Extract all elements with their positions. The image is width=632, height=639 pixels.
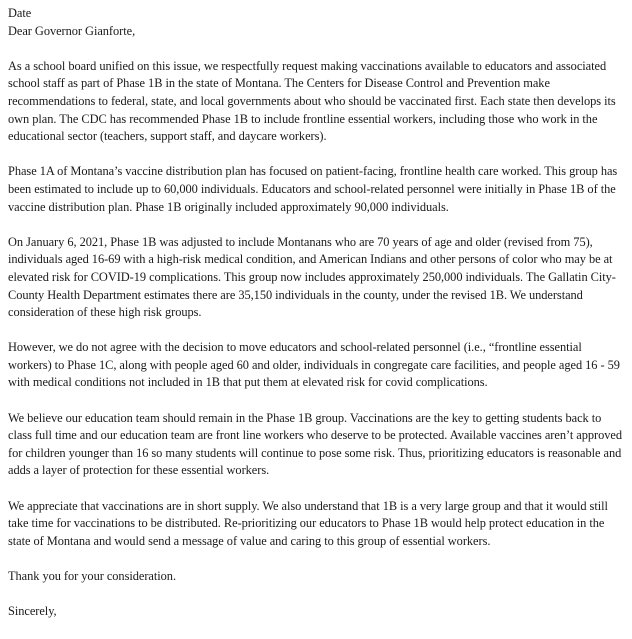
paragraph-belief: We believe our education team should remain in the Phase 1B group. Vaccinations are the key to getting students back to class full time and our education team are front line workers who deserve to be protected. Available vaccines aren’t approved for children younger than 16 so many students will continue to pose some risk. Thus, prioritizing educators is reasonable and adds a layer of protection for these essential workers. xyxy=(8,410,622,478)
letter-closing: Sincerely, xyxy=(8,604,57,619)
paragraph-disagreement: However, we do not agree with the decision to move educators and school-related personnel (i.e., “frontline essential workers) to Phase 1C, along with people aged 60 and older, individuals in congregate care facilities, and people aged 16 - 59 with medical conditions not included in 1B that put them at elevated risk for covid complications. xyxy=(8,340,620,390)
paragraph-phase-1a: Phase 1A of Montana’s vaccine distribution plan has focused on patient-facing, frontline health care worked. This group has been estimated to include up to 60,000 individuals. Educators and school-related personnel were initially in Phase 1B of the vaccine distribution plan. Phase 1B originally included approximately 90,000 individuals. xyxy=(8,164,618,214)
letter-thanks: Thank you for your consideration. xyxy=(8,569,176,583)
paragraph-request: As a school board unified on this issue, we respectfully request making vaccinations available to educators and associated school staff as part of Phase 1B in the state of Montana. The Centers for Disease Control and Prevention make recommendations to federal, state, and local governments about who should be vaccinated first. Each state then develops its own plan. The CDC has recommended Phase 1B to include frontline essential workers, including those who work in the educational sector (teachers, support staff, and daycare workers). xyxy=(8,58,616,144)
letter-date: Date xyxy=(8,6,32,20)
paragraph-appreciation: We appreciate that vaccinations are in short supply. We also understand that 1B is a very large group and that it would still take time for vaccinations to be distributed. Re-prioritizing our educators to Phase 1B would help protect education in the state of Montana and would send a message of value and caring to this group of essential workers. xyxy=(8,498,608,548)
letter-salutation: Dear Governor Gianforte, xyxy=(8,23,136,38)
paragraph-phase-1b-adjusted: On January 6, 2021, Phase 1B was adjusted to include Montanans who are 70 years of age and older (revised from 75), individuals aged 16-69 with a high-risk medical condition, and American Indians and other persons of color who may be at elevated risk for COVID-19 complications. This group now includes approximately 250,000 individuals. The Gallatin City-County Health Department estimates there are 35,150 individuals in the county, under the revised 1B. We understand consideration of these high risk groups. xyxy=(8,234,616,320)
